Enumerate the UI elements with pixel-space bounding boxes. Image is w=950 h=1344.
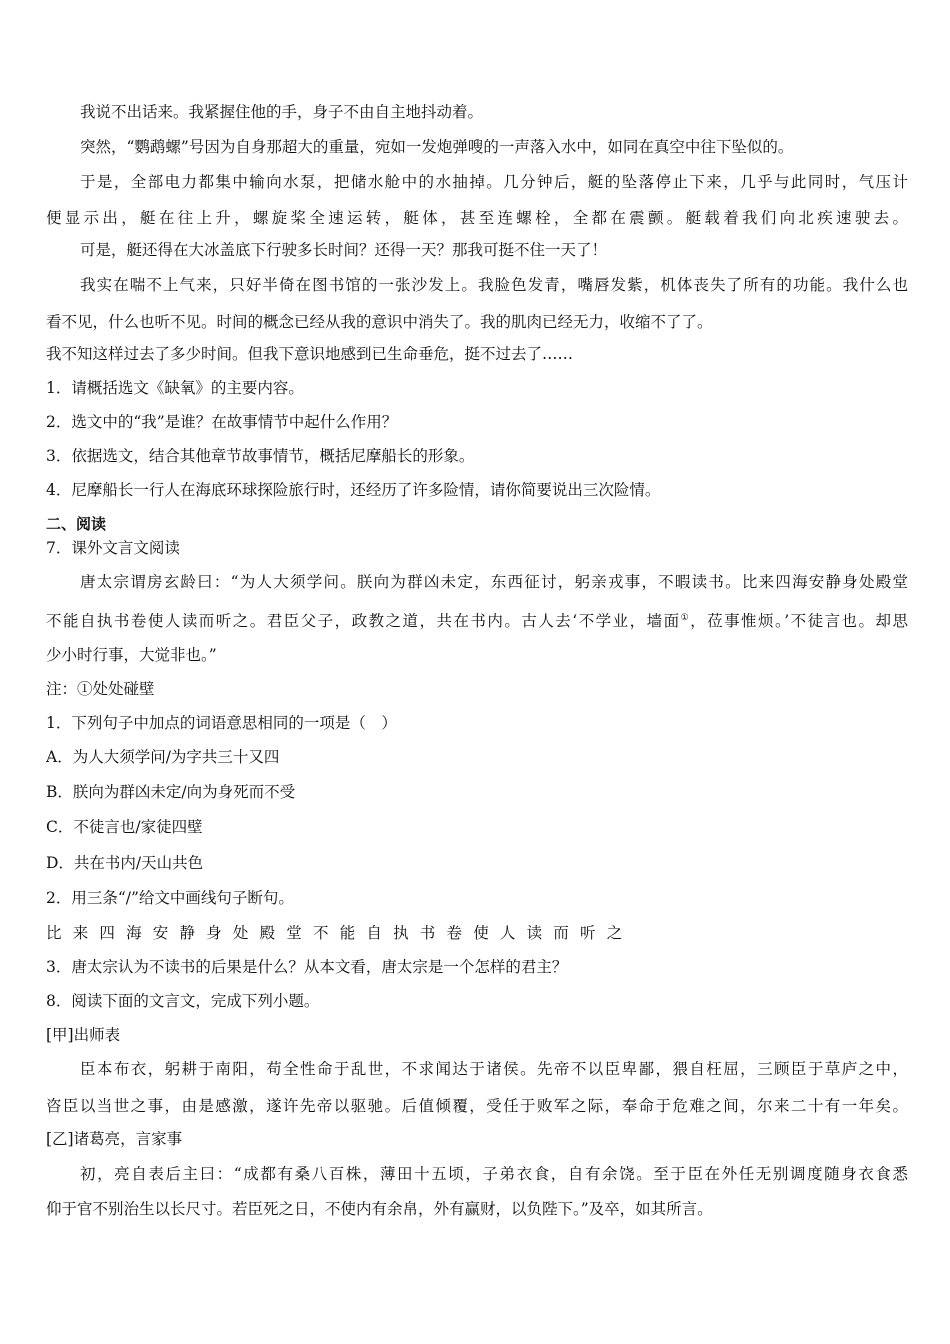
q7-option-c: C．不徒言也/家徒四壁 [46,818,203,836]
novel-paragraph-1: 我说不出话来。我紧握住他的手，身子不由自主地抖动着。 [80,103,484,121]
novel-paragraph-5-line-1: 我实在喘不上气来，只好半倚在图书馆的一张沙发上。我脸色发青，嘴唇发紫，机体丧失了所有的功能。我什么也 [80,276,908,294]
q8-yi-title: [乙]诸葛亮，言家事 [46,1130,183,1148]
novel-question-1: 1．请概括选文《缺氧》的主要内容。 [46,379,304,397]
novel-paragraph-3-line-1: 于是，全部电力都集中输向水泵，把储水舱中的水抽掉。几分钟后，艇的坠落停止下来，几乎与此同时，气压计 [80,173,908,191]
q8-jia-line-1: 臣本布衣，躬耕于南阳，苟全性命于乱世，不求闻达于诸侯。先帝不以臣卑鄙，猥自枉屈，三顾臣于草庐之中， [80,1060,908,1078]
q8-jia-title: [甲]出师表 [46,1026,121,1044]
q7-option-d: D．共在书内/天山共色 [46,854,204,872]
q7-note: 注：①处处碰壁 [46,680,155,698]
novel-paragraph-3-line-2: 便显示出，艇在往上升，螺旋桨全速运转，艇体，甚至连螺栓，全都在震颤。艇载着我们向北疾速驶去。 [46,209,908,227]
q7-sub-question-2: 2．用三条“/”给文中画线句子断句。 [46,889,294,907]
q8-jia-line-2: 咨臣以当世之事，由是感激，遂许先帝以驱驰。后值倾覆，受任于败军之际，奉命于危难之间，尔来二十有一年矣。 [46,1097,908,1115]
q8-yi-line-1: 初，亮自表后主曰：“成都有桑八百株，薄田十五顷，子弟衣食，自有余饶。至于臣在外任无别调度随身衣食悉 [80,1165,908,1183]
footnote-marker: ① [680,613,691,623]
novel-paragraph-2: 突然，“鹦鹉螺”号因为自身那超大的重量，宛如一发炮弹嗖的一声落入水中，如同在真空中往下坠似的。 [80,138,794,156]
q8-title: 8．阅读下面的文言文，完成下列小题。 [46,992,320,1010]
q7-text-line-2-b: ，莅事惟烦。’不徒言也。却思 [690,612,908,631]
q7-text-line-1: 唐太宗谓房玄龄曰：“为人大须学问。朕向为群凶未定，东西征讨，躬亲戎事，不暇读书。比来四海安静身处殿堂 [80,573,908,591]
q7-option-a: A．为人大须学问/为字共三十又四 [46,748,280,766]
novel-question-2: 2．选文中的“我”是谁？在故事情节中起什么作用？ [46,413,398,431]
q7-sub-question-3: 3．唐太宗认为不读书的后果是什么？从本文看，唐太宗是一个怎样的君主？ [46,958,568,976]
novel-question-3: 3．依据选文，结合其他章节故事情节，概括尼摩船长的形象。 [46,447,475,465]
q8-yi-line-2: 仰于官不别治生以长尺寸。若臣死之日，不使内有余帛，外有赢财，以负陛下。”及卒，如其所言。 [46,1200,713,1218]
q7-title: 7．课外文言文阅读 [46,539,180,557]
q7-option-b: B．朕向为群凶未定/向为身死而不受 [46,783,296,801]
novel-paragraph-6: 我不知这样过去了多少时间。但我下意识地感到已生命垂危，挺不过去了…… [46,345,574,363]
novel-paragraph-4: 可是，艇还得在大冰盖底下行驶多长时间？还得一天？那我可挺不住一天了！ [80,241,608,259]
q7-text-line-2-a: 不能自执书卷使人读而听之。君臣父子，政教之道，共在书内。古人去‘不学业，墙面 [46,612,681,631]
novel-question-4: 4．尼摩船长一行人在海底环球探险旅行时，还经历了许多险情，请你简要说出三次险情。 [46,481,661,499]
q7-text-line-2 [46,608,908,631]
section-heading: 二、阅读 [46,515,107,533]
novel-paragraph-5-line-2: 看不见，什么也听不见。时间的概念已经从我的意识中消失了。我的肌肉已经无力，收缩不了了。 [46,313,713,331]
q7-sub-question-1: 1．下列句子中加点的词语意思相同的一项是（ ） [46,714,397,732]
q7-underlined-sentence: 比来四海安静身处殿堂不能自执书卷使人读而听之 [46,924,634,942]
q7-text-line-3: 少小时行事，大觉非也。” [46,646,217,664]
